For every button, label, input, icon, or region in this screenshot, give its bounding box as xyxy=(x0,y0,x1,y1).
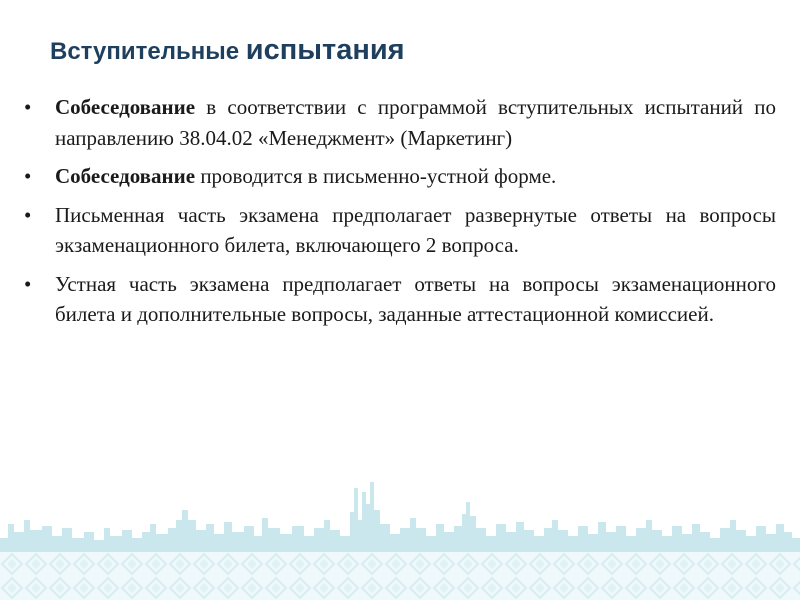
bullet-text: Письменная часть экзамена предполагает развернутые ответы на вопросы экзаменационного билета, включающего 2 вопроса. xyxy=(55,202,776,257)
city-skyline-decoration xyxy=(0,480,800,600)
bullet-text: Устная часть экзамена предполагает ответы на вопросы экзаменационного билета и дополнительные вопросы, заданные аттестационной комиссией. xyxy=(55,271,776,326)
bullet-list xyxy=(24,92,776,338)
bullet-dot-icon: • xyxy=(24,202,32,227)
ornament-band xyxy=(0,552,800,600)
title-part-1: Вступительные xyxy=(50,38,240,65)
title-part-2: испытания xyxy=(245,34,405,66)
bullet-bold-text: Собеседование xyxy=(55,164,196,188)
slide-title xyxy=(50,30,405,72)
bullet-dot-icon: • xyxy=(24,271,32,296)
bullet-item xyxy=(24,200,776,261)
bullet-text: в соответствии с программой вступительных испытаний по направлению 38.04.02 «Менеджмент» (Маркетинг) xyxy=(55,95,776,150)
bullet-item xyxy=(24,92,776,153)
bullet-dot-icon: • xyxy=(24,164,32,188)
bullet-item xyxy=(24,161,776,192)
bullet-bold-text: Собеседование xyxy=(55,95,196,119)
bullet-dot-icon: • xyxy=(24,95,32,119)
bullet-text: проводится в письменно-устной форме. xyxy=(195,164,557,188)
bullet-item xyxy=(24,269,776,330)
